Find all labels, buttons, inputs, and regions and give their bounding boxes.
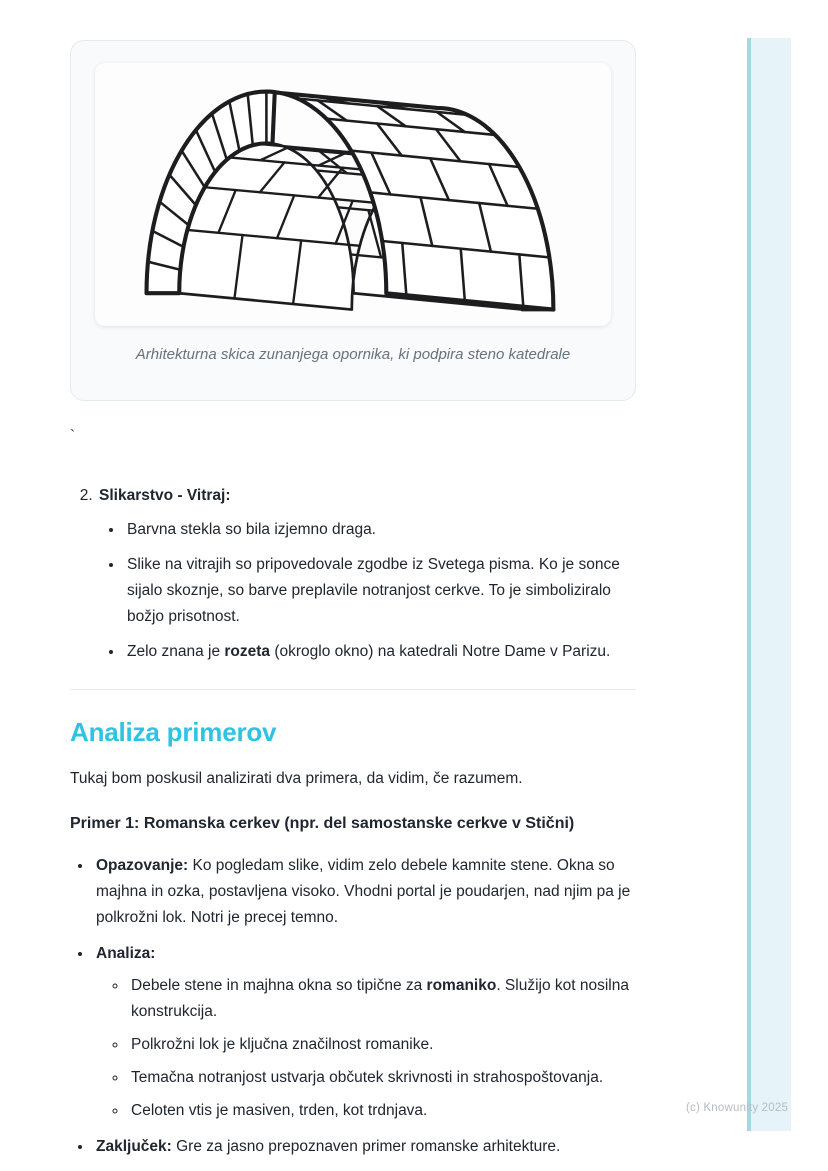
figure-card [70,40,636,401]
analiza-sub-list [96,973,636,1124]
watermark: (c) Knowunity 2025 [686,1102,789,1114]
sub-item: ◦ Polkrožni lok je ključna značilnost romanike. [128,1032,636,1058]
document-content [70,0,636,1170]
vitraj-bullet-list [99,517,636,665]
sub-item: ◦ Celoten vtis je masiven, trden, kot trdnjava. [128,1098,636,1124]
example-title: Primer 1: Romanska cerkev (npr. del samostanske cerkve v Stični) [70,815,575,832]
numbered-list [70,483,636,665]
bullet-opazovanje: • Opazovanje: Ko pogledam slike, vidim zelo debele kamnite stene. Okna so majhna in ozka, postavljena visoko. Vhodni portal je poudarjen, nad njim pa je polkrožni lok. Notri je precej temno. [93,853,636,931]
section-divider [70,689,636,690]
analiza-label: Analiza: [96,945,156,962]
numbered-list-item [97,483,636,665]
section-heading: Analiza primerov [70,717,277,747]
list-item: • Slike na vitrajih so pripovedovale zgodbe iz Svetega pisma. Ko je sonce sijalo skoznje, so barve preplavile notranjost cerkve. To je simboliziralo božjo prisotnost. [124,552,636,630]
list-title: Slikarstvo - Vitraj: [99,487,231,504]
bullet-analiza [93,941,636,1124]
list-item: • Zelo znana je rozeta (okroglo okno) na katedrali Notre Dame v Parizu. [124,639,636,665]
figure-caption: Arhitekturna skica zunanjega opornika, ki podpira steno katedrale [135,346,571,363]
figure-image [95,63,611,326]
sub-item: ◦ Temačna notranjost ustvarja občutek skrivnosti in strahospoštovanja. [128,1065,636,1091]
intro-paragraph: Tukaj bom poskusil analizirati dva primera, da vidim, če razumem. [70,770,523,787]
analysis-bullet-list [70,853,636,1160]
bullet-zakljucek: • Zaključek: Gre za jasno prepoznaven primer romanske arhitekture. [93,1134,636,1160]
scroll-strip[interactable] [747,38,791,1131]
stray-backtick-text: ` [70,427,75,444]
sub-item: ◦ Debele stene in majhna okna so tipične za romaniko. Služijo kot nosilna konstrukcija. [128,973,636,1025]
arch-sketch-illustration [105,68,600,320]
list-item: • Barvna stekla so bila izjemno draga. [124,517,636,543]
